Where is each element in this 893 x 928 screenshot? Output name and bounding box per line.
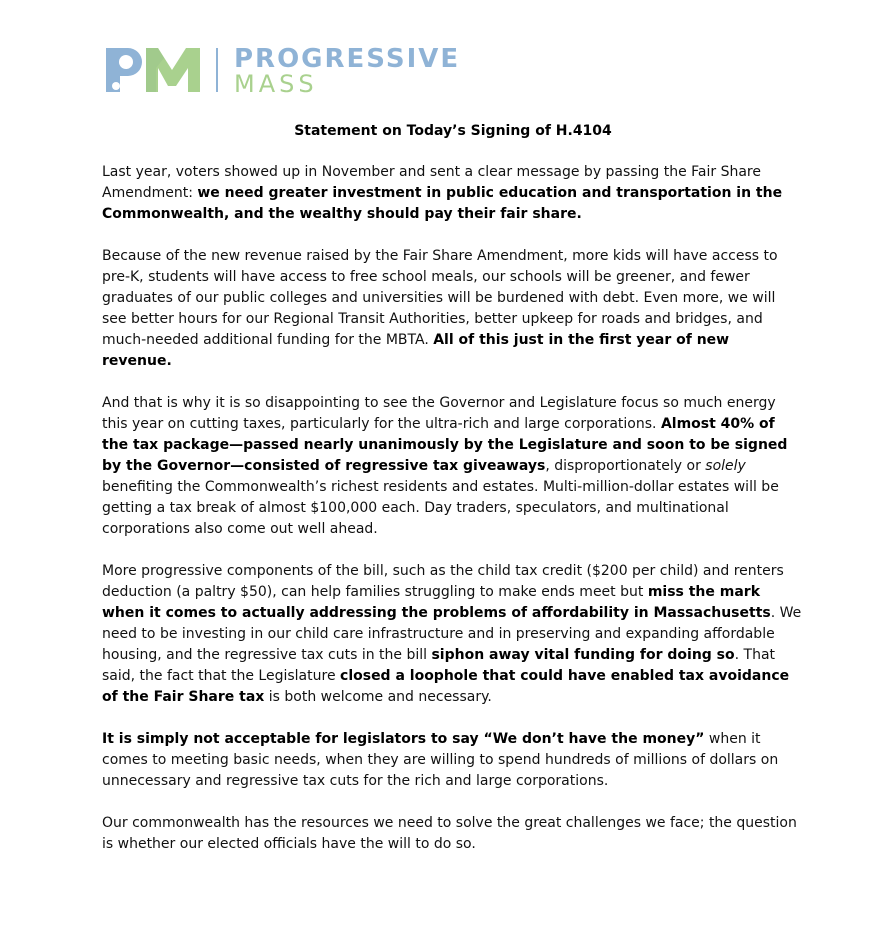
p1-text: Last year, voters showed up in November and sent a clear message by passing the Fair Share Amendment: (102, 164, 761, 201)
paragraph-4 (102, 561, 802, 708)
p5-text: when it comes to meeting basic needs, when they are willing to spend hundreds of millions of dollars on unnecessary and regressive tax cuts for the rich and large corporations. (102, 731, 779, 789)
paragraph-1 (102, 162, 802, 225)
logo-divider (216, 48, 218, 92)
statement-title: Statement on Today’s Signing of H.4104 (294, 123, 612, 139)
logo-wordmark-progressive: PROGRESSIVE (234, 44, 461, 74)
p3-italic: solely (705, 458, 746, 474)
p3-text-2: , disproportionately or (545, 458, 706, 474)
logo-wordmark-mass: MASS (234, 70, 318, 98)
paragraph-6 (102, 813, 802, 855)
p2-bold: All of this just in the first year of new revenue. (102, 332, 730, 369)
p3-text: And that is why it is so disappointing to see the Governor and Legislature focus so much energy this year on cutting taxes, particularly for the ultra-rich and large corporations. (102, 395, 776, 432)
p3-bold: Almost 40% of the tax package—passed nearly unanimously by the Legislature and soon to be signed by the Governor—consisted of regressive tax giveaways (102, 416, 788, 474)
p4-text-2: . We need to be investing in our child care infrastructure and in preserving and expanding affordable housing, and the regressive tax cuts in the bill (102, 605, 802, 663)
progressive-mass-logo (104, 44, 464, 96)
p6-text: Our commonwealth has the resources we need to solve the great challenges we face; the question is whether our elected officials have the will to do so. (102, 815, 797, 852)
paragraph-3 (102, 393, 802, 540)
p4-text-3: . That said, the fact that the Legislature (102, 647, 776, 684)
p4-bold-3: closed a loophole that could have enabled tax avoidance of the Fair Share tax (102, 668, 790, 705)
p1-bold: we need greater investment in public education and transportation in the Commonwealth, and the wealthy should pay their fair share. (102, 185, 783, 222)
p5-bold: It is simply not acceptable for legislators to say “We don’t have the money” (102, 731, 705, 747)
p4-bold-2: siphon away vital funding for doing so (431, 647, 735, 663)
p4-text-4: is both welcome and necessary. (264, 689, 492, 705)
paragraph-5 (102, 729, 802, 792)
statement-body (102, 162, 802, 876)
pm-logo-mark-icon (104, 44, 202, 96)
p2-text: Because of the new revenue raised by the Fair Share Amendment, more kids will have access to pre-K, students will have access to free school meals, our schools will be greener, and fewer graduates of our public colleges and universities will be burdened with debt. Even more, we will see better hours for our Regional Transit Authorities, better upkeep for roads and bridges, and much-needed additional funding for the MBTA. (102, 248, 778, 348)
p3-text-3: benefiting the Commonwealth’s richest residents and estates. Multi-million-dollar estates will be getting a tax break of almost $100,000 each. Day traders, speculators, and multinational corporations also come out well ahead. (102, 479, 779, 537)
p4-bold: miss the mark when it comes to actually addressing the problems of affordability in Massachusetts (102, 584, 771, 621)
p4-text: More progressive components of the bill, such as the child tax credit ($200 per child) and renters deduction (a paltry $50), can help families struggling to make ends meet but (102, 563, 784, 600)
paragraph-2 (102, 246, 802, 372)
